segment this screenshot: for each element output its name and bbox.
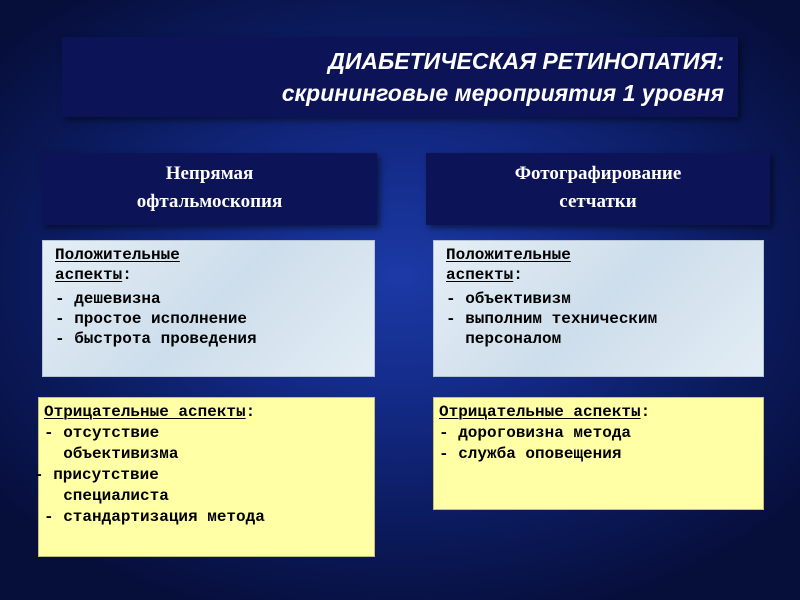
list-item: - выполним техническим bbox=[446, 310, 658, 328]
column-header-retinal-photography bbox=[426, 153, 770, 225]
list-item: - быстрота проведения bbox=[55, 330, 257, 348]
positive-heading: аспекты: bbox=[55, 266, 132, 284]
list-item: - служба оповещения bbox=[439, 445, 622, 463]
title-line-1: ДИАБЕТИЧЕСКАЯ РЕТИНОПАТИЯ: bbox=[328, 48, 724, 74]
negative-aspects-retinal-photography bbox=[433, 397, 764, 510]
list-item: - объективизм bbox=[446, 290, 571, 308]
list-item: - стандартизация метода bbox=[44, 508, 265, 526]
list-item: объективизма bbox=[44, 445, 179, 463]
list-item: персоналом bbox=[446, 330, 562, 348]
list-item: специалиста bbox=[44, 487, 169, 505]
list-item: - отсутствие bbox=[44, 424, 160, 442]
positive-aspects-ophthalmoscopy bbox=[42, 240, 375, 377]
list-item: - дороговизна метода bbox=[439, 424, 632, 442]
positive-heading: аспекты: bbox=[446, 266, 523, 284]
column-header-ophthalmoscopy bbox=[42, 153, 377, 225]
column-header-line: Фотографирование bbox=[514, 163, 682, 184]
negative-heading: Отрицательные аспекты: bbox=[44, 403, 256, 421]
list-item: - дешевизна bbox=[55, 290, 161, 308]
column-header-line: сетчатки bbox=[559, 191, 637, 212]
positive-heading: Положительные bbox=[55, 246, 180, 264]
column-header-line: Непрямая bbox=[165, 163, 254, 184]
positive-aspects-retinal-photography bbox=[433, 240, 764, 377]
title-line-2: скрининговые мероприятия 1 уровня bbox=[281, 80, 724, 106]
negative-heading: Отрицательные аспекты: bbox=[439, 403, 651, 421]
positive-heading: Положительные bbox=[446, 246, 571, 264]
list-item: - присутствие bbox=[34, 466, 159, 484]
negative-aspects-ophthalmoscopy bbox=[34, 397, 375, 557]
slide-title bbox=[62, 37, 738, 117]
list-item: - простое исполнение bbox=[55, 310, 248, 328]
column-header-line: офтальмоскопия bbox=[136, 191, 283, 212]
